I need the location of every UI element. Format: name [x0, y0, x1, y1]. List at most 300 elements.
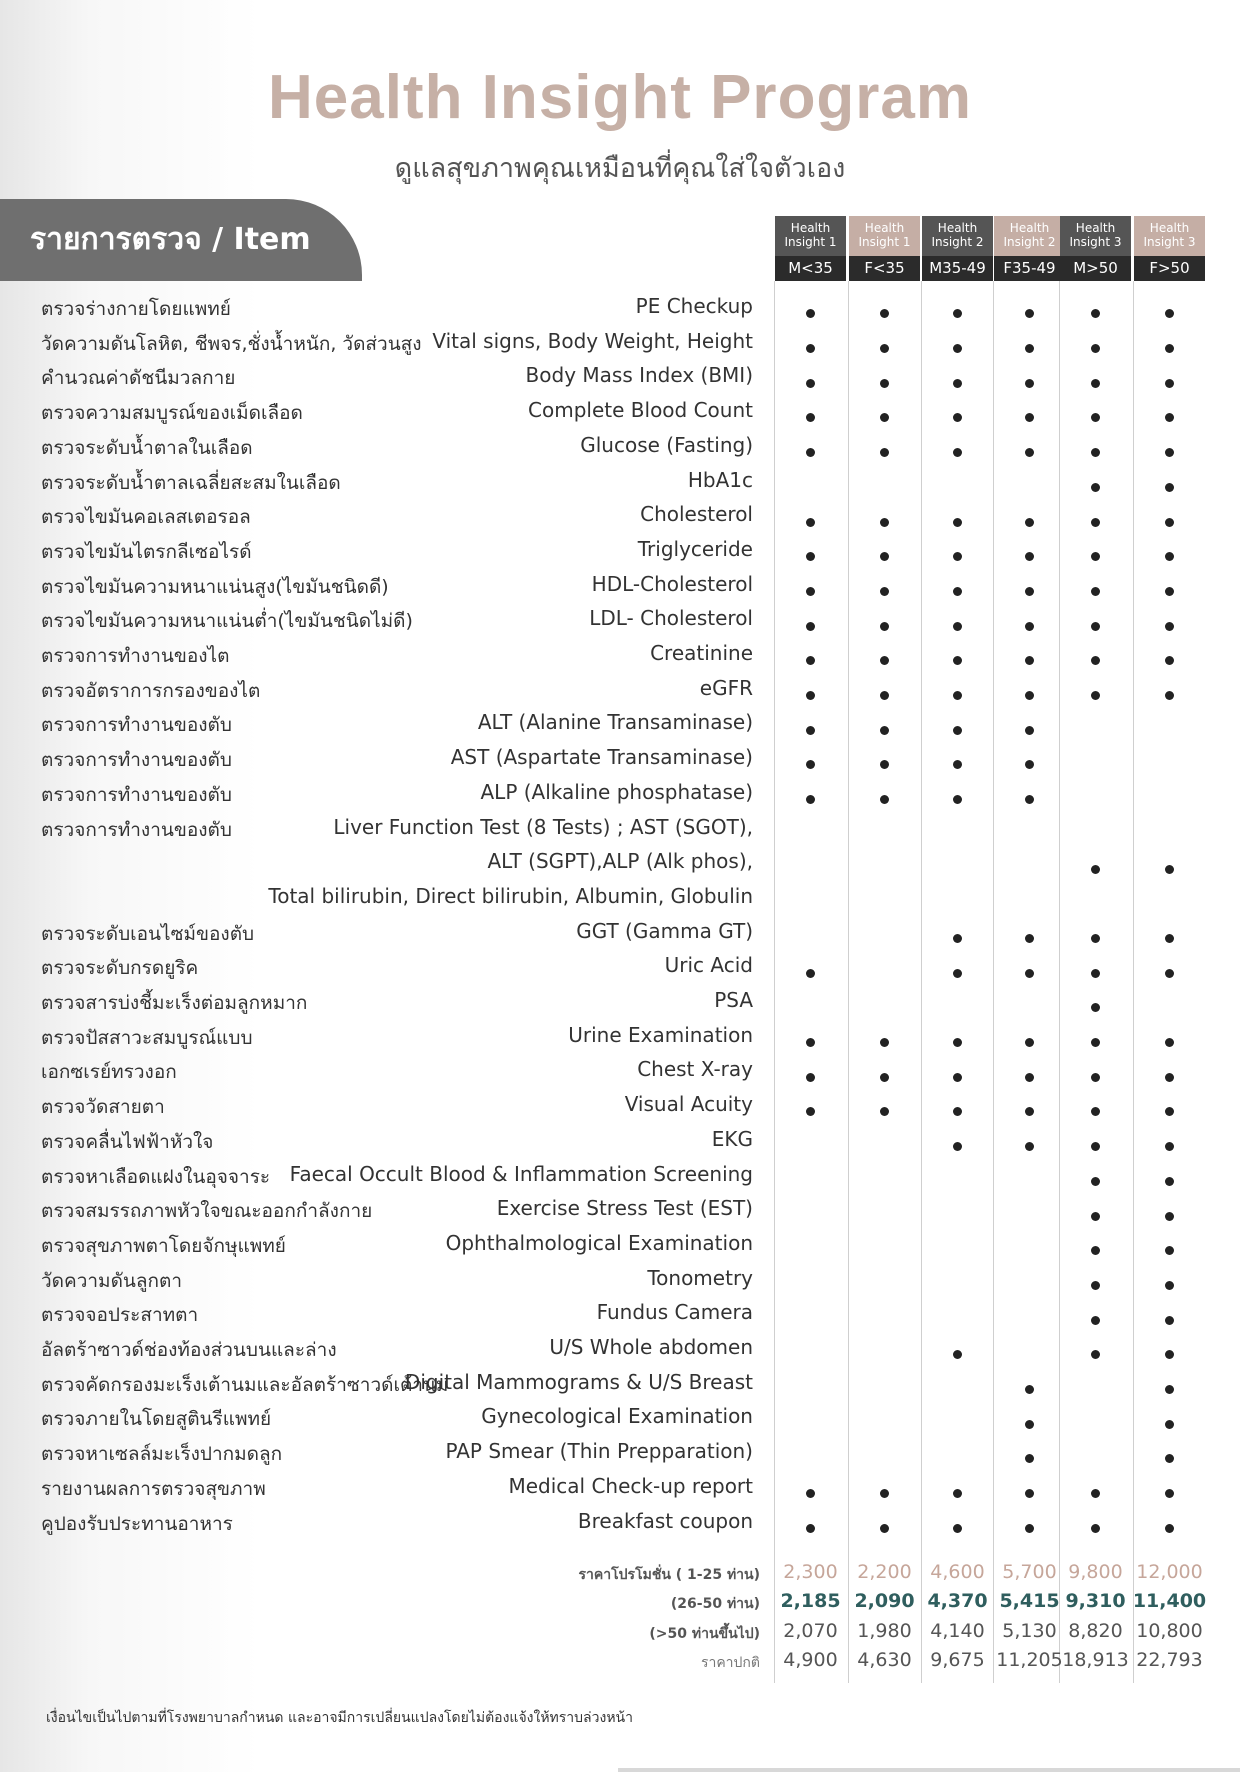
included-dot — [880, 344, 889, 353]
item-thai-name: ตรวจการทำงานของไต — [41, 645, 230, 667]
item-thai-name: ตรวจการทำงานของตับ — [41, 818, 232, 841]
included-dot — [1091, 1281, 1100, 1290]
included-dot — [880, 587, 889, 596]
item-english-name: PSA — [714, 988, 753, 1012]
item-english-name: Exercise Stress Test (EST) — [496, 1196, 753, 1221]
item-thai-name: วัดความดันลูกตา — [41, 1269, 183, 1292]
item-thai-name: ตรวจไขมันไตรกลีเซอไรด์ — [41, 540, 252, 563]
package-group: M>50 — [1060, 256, 1131, 281]
item-english-name: HbA1c — [687, 467, 753, 492]
included-dot — [1091, 1003, 1100, 1012]
package-header — [1134, 216, 1205, 256]
item-thai-name: ตรวจไขมันคอเลสเตอรอล — [41, 506, 251, 529]
included-dot — [806, 726, 815, 735]
included-dot — [880, 691, 889, 700]
included-dot — [1165, 552, 1174, 561]
included-dot — [1165, 656, 1174, 665]
table-row — [0, 1231, 1240, 1266]
included-dot — [1025, 656, 1034, 665]
table-row — [0, 1057, 1240, 1092]
included-dot — [1025, 760, 1034, 769]
included-dot — [1165, 518, 1174, 527]
item-thai-name: ตรวจระดับน้ำตาลเฉลี่ยสะสมในเลือด — [41, 471, 341, 494]
item-english-name: Visual Acuity — [624, 1092, 753, 1117]
item-thai-name: ตรวจสุขภาพตาโดยจักษุแพทย์ — [41, 1234, 286, 1257]
included-dot — [953, 1350, 962, 1359]
included-dot — [1091, 483, 1100, 492]
price-value: 9,675 — [930, 1649, 985, 1671]
included-dot — [953, 969, 962, 978]
included-dot — [1165, 1350, 1174, 1359]
table-row — [0, 1127, 1240, 1162]
included-dot — [1165, 1420, 1174, 1429]
included-dot — [1091, 934, 1100, 943]
included-dot — [1165, 969, 1174, 978]
included-dot — [806, 760, 815, 769]
package-name-line: Health — [1149, 221, 1190, 235]
price-value: 2,070 — [783, 1620, 838, 1642]
page-title: Health Insight Program — [267, 63, 973, 132]
included-dot — [1165, 1107, 1174, 1116]
included-dot — [1025, 379, 1034, 388]
included-dot — [1025, 969, 1034, 978]
item-thai-name: วัดความดันโลหิต, ชีพจร,ชั่งน้ำหนัก, วัดส่วนสูง — [41, 332, 422, 355]
package-header — [994, 216, 1065, 256]
included-dot — [1025, 413, 1034, 422]
included-dot — [1165, 1524, 1174, 1533]
table-row — [0, 433, 1240, 468]
included-dot — [953, 1524, 962, 1533]
included-dot — [1025, 309, 1034, 318]
package-name-line: Health — [790, 221, 831, 235]
package-name-line: Health — [937, 221, 978, 235]
item-english-name: Triglyceride — [637, 536, 753, 561]
included-dot — [1025, 1073, 1034, 1082]
table-row — [0, 641, 1240, 676]
included-dot — [953, 622, 962, 631]
package-name-line: Insight 3 — [1069, 235, 1122, 249]
item-thai-name: ตรวจอัตราการกรองของไต — [41, 679, 261, 702]
item-english-name: Chest X-ray — [637, 1057, 753, 1082]
included-dot — [1091, 1246, 1100, 1255]
included-dot — [953, 379, 962, 388]
item-english-name: Gynecological Examination — [481, 1404, 753, 1429]
price-value: 10,800 — [1136, 1620, 1203, 1642]
table-row — [0, 988, 1240, 1023]
included-dot — [1165, 1385, 1174, 1394]
included-dot — [953, 552, 962, 561]
included-dot — [806, 552, 815, 561]
table-row — [0, 1196, 1240, 1231]
package-group: F>50 — [1134, 256, 1205, 281]
price-value: 5,700 — [1002, 1561, 1057, 1583]
included-dot — [953, 309, 962, 318]
item-thai-name: ตรวจระดับกรดยูริค — [41, 957, 199, 980]
price-value: 5,130 — [1002, 1620, 1057, 1642]
package-name-line: Insight 3 — [1143, 235, 1196, 249]
included-dot — [880, 1038, 889, 1047]
included-dot — [1025, 1107, 1034, 1116]
package-name-line: Insight 2 — [931, 235, 984, 249]
price-label: (26-50 ท่าน) — [670, 1596, 760, 1612]
package-name-line: Health — [1009, 221, 1050, 235]
footnote: เงื่อนไขเป็นไปตามที่โรงพยาบาลกำหนด และอาจมีการเปลี่ยนแปลงโดยไม่ต้องแจ้งให้ทราบล่วงหน้า — [46, 1710, 633, 1726]
included-dot — [1025, 691, 1034, 700]
item-thai-name: ตรวจคัดกรองมะเร็งเต้านมและอัลตร้าซาวด์เต้านม — [41, 1373, 449, 1396]
included-dot — [1165, 1281, 1174, 1290]
included-dot — [806, 309, 815, 318]
item-english-name: Glucose (Fasting) — [580, 432, 753, 457]
included-dot — [1091, 1212, 1100, 1221]
item-thai-name: รายงานผลการตรวจสุขภาพ — [41, 1477, 266, 1500]
included-dot — [1091, 1489, 1100, 1498]
included-dot — [1091, 344, 1100, 353]
table-row — [0, 294, 1240, 329]
item-english-name: Vital signs, Body Weight, Height — [432, 328, 753, 353]
included-dot — [1091, 379, 1100, 388]
item-thai-name: ตรวจวัดสายตา — [41, 1096, 165, 1119]
price-value: 9,310 — [1065, 1590, 1126, 1612]
included-dot — [1091, 1142, 1100, 1151]
included-dot — [953, 1489, 962, 1498]
included-dot — [806, 969, 815, 978]
included-dot — [953, 344, 962, 353]
included-dot — [806, 413, 815, 422]
included-dot — [806, 379, 815, 388]
item-thai-name: ตรวจสารบ่งชี้มะเร็งต่อมลูกหมาก — [41, 992, 308, 1014]
included-dot — [953, 760, 962, 769]
included-dot — [953, 934, 962, 943]
item-thai-name: อัลตร้าซาวด์ช่องท้องส่วนบนและล่าง — [41, 1339, 337, 1361]
package-name-line: Insight 1 — [858, 235, 911, 249]
item-thai-name: ตรวจร่างกายโดยแพทย์ — [41, 298, 231, 320]
included-dot — [1165, 379, 1174, 388]
included-dot — [806, 587, 815, 596]
included-dot — [1165, 865, 1174, 874]
table-row — [0, 1092, 1240, 1127]
item-thai-name: ตรวจการทำงานของตับ — [41, 714, 232, 737]
price-value: 4,370 — [927, 1590, 988, 1612]
included-dot — [880, 448, 889, 457]
package-header — [775, 216, 846, 256]
table-row — [0, 1162, 1240, 1197]
included-dot — [880, 379, 889, 388]
included-dot — [1025, 1524, 1034, 1533]
included-dot — [880, 726, 889, 735]
item-english-name: Uric Acid — [664, 953, 753, 978]
item-english-name: Faecal Occult Blood & Inflammation Screening — [289, 1161, 753, 1186]
included-dot — [1165, 691, 1174, 700]
included-dot — [806, 691, 815, 700]
included-dot — [1091, 552, 1100, 561]
item-english-name: ALT (SGPT),ALP (Alk phos), — [487, 849, 753, 874]
included-dot — [1091, 1316, 1100, 1325]
included-dot — [1165, 344, 1174, 353]
included-dot — [953, 795, 962, 804]
included-dot — [953, 413, 962, 422]
package-name-line: Insight 2 — [1003, 235, 1056, 249]
table-row — [0, 363, 1240, 398]
included-dot — [806, 344, 815, 353]
included-dot — [1165, 1454, 1174, 1463]
included-dot — [1025, 552, 1034, 561]
included-dot — [1025, 1142, 1034, 1151]
included-dot — [880, 622, 889, 631]
included-dot — [1025, 726, 1034, 735]
package-name-line: Insight 1 — [784, 235, 837, 249]
item-thai-name: ตรวจปัสสาวะสมบูรณ์แบบ — [41, 1026, 253, 1049]
package-name-line: Health — [864, 221, 905, 235]
included-dot — [1091, 622, 1100, 631]
included-dot — [953, 1107, 962, 1116]
included-dot — [880, 1489, 889, 1498]
item-english-name: Complete Blood Count — [528, 398, 753, 423]
included-dot — [1165, 622, 1174, 631]
item-thai-name: ตรวจภายในโดยสูตินรีแพทย์ — [41, 1408, 272, 1431]
price-value: 5,415 — [999, 1590, 1060, 1612]
included-dot — [1165, 1038, 1174, 1047]
included-dot — [1025, 448, 1034, 457]
table-row — [0, 1474, 1240, 1509]
included-dot — [806, 448, 815, 457]
table-row — [0, 1300, 1240, 1335]
item-english-name: Breakfast coupon — [577, 1508, 753, 1533]
included-dot — [1091, 518, 1100, 527]
item-thai-name: คูปองรับประทานอาหาร — [41, 1512, 233, 1535]
item-english-name: Medical Check-up report — [508, 1473, 753, 1498]
included-dot — [880, 1107, 889, 1116]
included-dot — [880, 552, 889, 561]
included-dot — [1165, 1489, 1174, 1498]
table-row — [0, 1335, 1240, 1370]
item-english-name: Urine Examination — [568, 1022, 753, 1047]
item-thai-name: ตรวจจอประสาทตา — [41, 1304, 199, 1327]
included-dot — [953, 1038, 962, 1047]
included-dot — [806, 518, 815, 527]
package-name-line: Health — [1075, 221, 1116, 235]
item-header-tab: รายการตรวจ / Item — [0, 199, 362, 281]
table-row — [0, 676, 1240, 711]
item-english-name: EKG — [711, 1126, 753, 1151]
included-dot — [953, 656, 962, 665]
included-dot — [1091, 1038, 1100, 1047]
price-value: 2,200 — [857, 1561, 912, 1583]
included-dot — [1165, 1177, 1174, 1186]
item-thai-name: ตรวจไขมันความหนาแน่นต่ำ(ไขมันชนิดไม่ดี) — [41, 610, 413, 633]
price-value: 4,600 — [930, 1561, 985, 1583]
included-dot — [1165, 1073, 1174, 1082]
included-dot — [880, 795, 889, 804]
item-english-name: Digital Mammograms & U/S Breast — [404, 1369, 753, 1394]
included-dot — [1025, 1454, 1034, 1463]
item-english-name: Total bilirubin, Direct bilirubin, Albumin, Globulin — [268, 883, 753, 908]
included-dot — [1165, 483, 1174, 492]
item-english-name: ALT (Alanine Transaminase) — [477, 710, 753, 735]
price-value: 1,980 — [857, 1620, 912, 1642]
included-dot — [806, 1107, 815, 1116]
price-value: 18,913 — [1062, 1649, 1129, 1671]
package-header — [1060, 216, 1131, 256]
price-value: 4,900 — [783, 1649, 838, 1671]
price-value: 2,300 — [783, 1561, 838, 1583]
included-dot — [880, 518, 889, 527]
included-dot — [880, 413, 889, 422]
item-english-name: eGFR — [699, 675, 753, 700]
included-dot — [953, 587, 962, 596]
included-dot — [953, 1142, 962, 1151]
included-dot — [880, 309, 889, 318]
item-english-name: PE Checkup — [635, 294, 753, 318]
table-row — [0, 919, 1240, 954]
included-dot — [1091, 1177, 1100, 1186]
included-dot — [1025, 1420, 1034, 1429]
included-dot — [1025, 622, 1034, 631]
item-thai-name: ตรวจระดับเอนไซม์ของตับ — [41, 922, 255, 945]
item-english-name: Creatinine — [650, 641, 753, 665]
included-dot — [806, 622, 815, 631]
included-dot — [1091, 1524, 1100, 1533]
item-english-name: ALP (Alkaline phosphatase) — [480, 779, 753, 804]
item-english-name: HDL-Cholesterol — [591, 571, 753, 596]
included-dot — [1025, 1489, 1034, 1498]
included-dot — [1165, 587, 1174, 596]
price-value: 22,793 — [1136, 1649, 1203, 1671]
package-group: F35-49 — [994, 256, 1065, 281]
included-dot — [1025, 1385, 1034, 1394]
included-dot — [1091, 413, 1100, 422]
included-dot — [1025, 795, 1034, 804]
included-dot — [953, 1073, 962, 1082]
price-value: 8,820 — [1068, 1620, 1123, 1642]
included-dot — [1091, 656, 1100, 665]
included-dot — [1165, 1246, 1174, 1255]
item-english-name: GGT (Gamma GT) — [576, 918, 753, 943]
item-thai-name: เอกซเรย์ทรวงอก — [41, 1061, 177, 1084]
item-english-name: U/S Whole abdomen — [549, 1335, 753, 1359]
package-group: M35-49 — [922, 256, 993, 281]
included-dot — [1165, 448, 1174, 457]
package-group: F<35 — [849, 256, 920, 281]
price-label: ราคาปกติ — [700, 1655, 760, 1671]
included-dot — [1091, 1107, 1100, 1116]
included-dot — [1165, 413, 1174, 422]
item-english-name: Cholesterol — [640, 502, 753, 527]
package-header — [849, 216, 920, 256]
table-row — [0, 710, 1240, 745]
bottom-divider — [618, 1768, 1240, 1772]
item-english-name: PAP Smear (Thin Prepparation) — [445, 1439, 753, 1464]
table-row — [0, 1266, 1240, 1301]
page-subtitle: ดูแลสุขภาพคุณเหมือนที่คุณใส่ใจตัวเอง — [394, 153, 846, 184]
table-row — [0, 398, 1240, 433]
item-english-name: Body Mass Index (BMI) — [525, 363, 753, 388]
price-value: 2,090 — [854, 1590, 915, 1612]
included-dot — [953, 448, 962, 457]
included-dot — [880, 760, 889, 769]
included-dot — [1091, 1350, 1100, 1359]
item-thai-name: ตรวจหาเลือดแฝงในอุจจาระ — [41, 1165, 271, 1188]
included-dot — [953, 726, 962, 735]
item-english-name: Tonometry — [647, 1265, 753, 1290]
included-dot — [1091, 865, 1100, 874]
item-thai-name: ตรวจการทำงานของตับ — [41, 783, 232, 806]
included-dot — [1091, 448, 1100, 457]
item-thai-name: คำนวณค่าดัชนีมวลกาย — [41, 367, 236, 390]
included-dot — [880, 656, 889, 665]
included-dot — [1165, 309, 1174, 318]
item-thai-name: ตรวจไขมันความหนาแน่นสูง(ไขมันชนิดดี) — [41, 575, 389, 598]
table-row — [0, 1404, 1240, 1439]
included-dot — [880, 1073, 889, 1082]
included-dot — [1025, 934, 1034, 943]
item-english-name: Fundus Camera — [596, 1300, 753, 1325]
price-value: 11,205 — [996, 1649, 1063, 1671]
price-value: 12,000 — [1136, 1561, 1203, 1583]
table-row — [0, 572, 1240, 607]
included-dot — [1025, 344, 1034, 353]
price-value: 9,800 — [1068, 1561, 1123, 1583]
price-value: 4,140 — [930, 1620, 985, 1642]
table-row — [0, 780, 1240, 815]
table-row — [0, 1370, 1240, 1405]
table-row — [0, 815, 1240, 919]
included-dot — [1165, 1142, 1174, 1151]
included-dot — [806, 1038, 815, 1047]
table-row — [0, 537, 1240, 572]
item-thai-name: ตรวจสมรรถภาพหัวใจขณะออกกำลังกาย — [41, 1200, 373, 1223]
included-dot — [953, 518, 962, 527]
included-dot — [806, 1073, 815, 1082]
price-label: (>50 ท่านขึ้นไป) — [649, 1626, 760, 1642]
table-row — [0, 953, 1240, 988]
package-header — [922, 216, 993, 256]
included-dot — [1091, 587, 1100, 596]
included-dot — [1091, 309, 1100, 318]
table-row — [0, 745, 1240, 780]
item-english-name: LDL- Cholesterol — [589, 606, 753, 631]
table-row — [0, 468, 1240, 503]
included-dot — [1165, 1212, 1174, 1221]
included-dot — [806, 1489, 815, 1498]
included-dot — [1165, 934, 1174, 943]
table-row — [0, 329, 1240, 364]
package-group: M<35 — [775, 256, 846, 281]
included-dot — [806, 795, 815, 804]
table-row — [0, 1439, 1240, 1474]
table-row — [0, 606, 1240, 641]
price-value: 11,400 — [1132, 1590, 1207, 1612]
included-dot — [1165, 1316, 1174, 1325]
item-thai-name: ตรวจระดับน้ำตาลในเลือด — [41, 436, 253, 459]
price-value: 4,630 — [857, 1649, 912, 1671]
item-english-name: AST (Aspartate Transaminase) — [450, 745, 753, 770]
item-english-name: Liver Function Test (8 Tests) ; AST (SGOT), — [333, 814, 753, 839]
table-row — [0, 502, 1240, 537]
included-dot — [806, 1524, 815, 1533]
item-english-name: Ophthalmological Examination — [445, 1230, 753, 1255]
included-dot — [1025, 1038, 1034, 1047]
item-thai-name: ตรวจคลื่นไฟฟ้าหัวใจ — [41, 1130, 214, 1153]
price-label: ราคาโปรโมชั่น ( 1-25 ท่าน) — [578, 1567, 760, 1583]
item-thai-name: ตรวจการทำงานของตับ — [41, 749, 232, 772]
item-thai-name: ตรวจหาเซลล์มะเร็งปากมดลูก — [41, 1443, 283, 1466]
included-dot — [1091, 969, 1100, 978]
included-dot — [953, 691, 962, 700]
included-dot — [880, 1524, 889, 1533]
price-value: 2,185 — [780, 1590, 841, 1612]
included-dot — [1091, 1073, 1100, 1082]
table-row — [0, 1509, 1240, 1544]
